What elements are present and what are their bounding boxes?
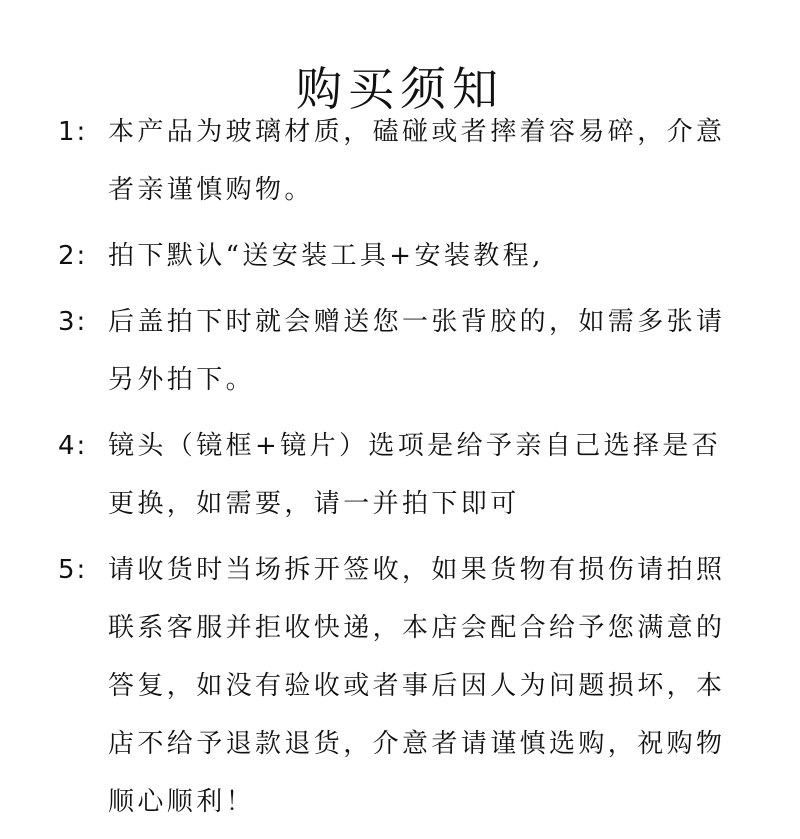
notice-item-5 xyxy=(58,541,748,831)
notice-number-4: 4: xyxy=(58,431,88,461)
notice-text-2: 拍下默认“送安装工具+安装教程, xyxy=(108,241,544,271)
notice-number-1: 1: xyxy=(58,117,88,147)
notice-item-4 xyxy=(58,417,748,533)
notice-text-1: 本产品为玻璃材质，磕碰或者摔着容易碎，介意者亲谨慎购物。 xyxy=(108,117,726,205)
notice-text-4: 镜头（镜框+镜片）选项是给予亲自己选择是否更换，如需要，请一并拍下即可 xyxy=(108,431,722,519)
notice-number-5: 5: xyxy=(58,555,88,585)
notice-number-2: 2: xyxy=(58,241,88,271)
notice-text-3: 后盖拍下时就会赠送您一张背胶的，如需多张请另外拍下。 xyxy=(108,307,726,395)
notice-text-5: 请收货时当场拆开签收，如果货物有损伤请拍照联系客服并拒收快递，本店会配合给予您满意的答复，如没有验收或者事后因人为问题损坏，本店不给予退款退货，介意者请谨慎选购，祝购物顺心顺利！ xyxy=(108,555,726,817)
page-title: 购买须知 xyxy=(296,61,504,116)
notice-item-3 xyxy=(58,293,748,409)
notice-item-2 xyxy=(58,227,748,285)
notice-number-3: 3: xyxy=(58,307,88,337)
notice-item-1 xyxy=(58,103,748,219)
notice-list xyxy=(58,103,748,839)
